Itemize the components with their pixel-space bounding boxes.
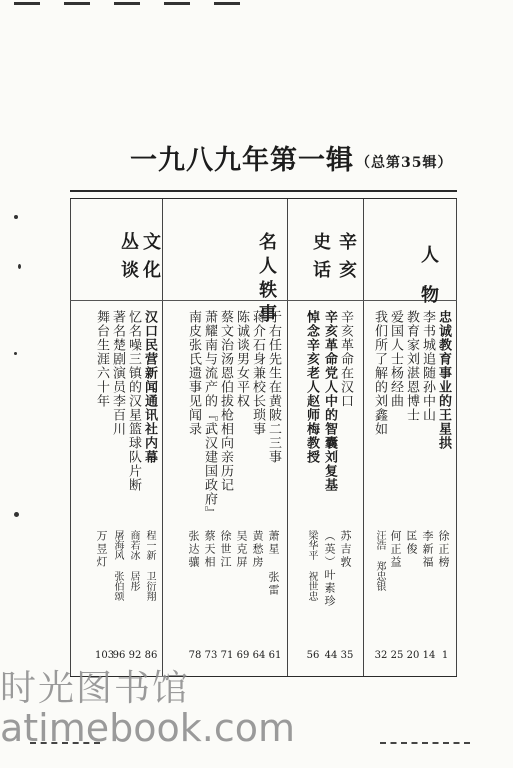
article-title: 著名楚剧演员李百川 [110,310,125,436]
page-number: 14 [422,650,436,661]
article-title: 我们所了解的刘鑫如 [372,310,387,436]
section-divider-2 [287,199,288,676]
article-title: 忆名噪三镇的汉星篮球队片断 [126,310,141,492]
article-author: 汪浩 郑忠银 [374,530,385,591]
page-number: 73 [204,650,218,661]
frame-left-border [70,199,71,676]
page-number: 86 [144,650,158,661]
article-title: 蒋介石身兼校长琐事 [250,310,265,436]
article-author: 徐世江 [219,530,232,569]
page-number: 1 [441,650,449,661]
section-header-s2: 史话 [310,232,331,288]
article-author: 李新福 [421,530,434,569]
page-number: 64 [252,650,266,661]
page-number: 96 [112,650,126,661]
page-number: 69 [236,650,250,661]
article-author: 张达骧 [187,530,200,569]
page-number: 44 [324,650,338,661]
section-header-s0: 丛谈 [118,232,139,288]
issue-subtitle: （总第35辑） [356,155,453,171]
article-author: 何正益 [389,530,402,569]
article-author: 吴克屏 [235,530,248,569]
article-author: 苏吉敦 [339,530,352,569]
section-divider-1 [162,199,163,676]
ink-spot [14,215,18,219]
section-header-s3: 人物 [418,245,439,325]
article-author: 黄愁房 [251,530,264,569]
watermark-url: atimebook.com [0,706,296,750]
section-divider-3 [363,199,364,676]
bottom-dash-right [380,742,470,744]
article-title: 李书城追随孙中山 [420,310,435,422]
article-title: 悼念辛亥老人赵师梅教授 [304,310,319,464]
page-number: 71 [220,650,234,661]
top-rule-thick [70,190,457,192]
article-title: 教育家刘湛恩博士 [404,310,419,422]
page-number: 78 [188,650,202,661]
article-title: 忠诚教育事业的王星拱 [436,310,451,450]
frame-right-border [456,199,457,676]
article-author: 蔡天相 [203,530,216,569]
article-author: 梁华平 祝世忠 [306,530,317,601]
issue-title [130,138,452,177]
page-number: 32 [374,650,388,661]
article-title: 舞台生涯六十年 [94,310,109,408]
page-number: 20 [406,650,420,661]
page-number: 92 [128,650,142,661]
page-number: 103 [95,650,115,661]
page-number: 61 [268,650,282,661]
article-author: 商若冰 居彤 [128,530,139,591]
article-title: 辛亥革命在汉口 [338,310,353,408]
article-title: 汉口民营新闻通讯社内幕 [142,310,157,464]
article-title: 南皮张氏遗事见闻录 [186,310,201,436]
bottom-dash-left [30,742,100,744]
top-rule-thin [70,198,457,199]
article-author: 万昱灯 [95,530,108,569]
article-author: 萧星 张雷 [267,530,280,597]
article-title: 蔡文治汤恩伯拔枪相向亲历记 [218,310,233,492]
ink-spot [14,352,17,355]
section-header-s0: 文化 [140,232,161,288]
article-author: （英）叶素珍 [323,530,336,608]
page-number: 35 [340,650,354,661]
page-number: 56 [306,650,320,661]
section-header-s1: 名人轶事 [256,232,277,328]
article-author: 屠海风 张伯颂 [112,530,123,601]
watermark-chinese: 时光图书馆 [0,668,191,709]
top-dash-marks [14,2,244,8]
article-author: 徐正榜 [437,530,450,569]
issue-title-text: 一九八九年第一辑 [130,145,354,176]
article-title: 萧耀南与流产的『武汉建国政府』 [202,310,217,520]
article-author: 匡俊 [405,530,418,556]
article-title: 爱国人士杨经曲 [388,310,403,408]
ink-spot [18,264,21,269]
page-number: 25 [390,650,404,661]
article-title: 辛亥革命党人中的智囊刘复基 [322,310,337,492]
article-title: 陈诚谈男女平权 [234,310,249,408]
ink-spot [14,512,19,517]
article-author: 程一新 卫衍翔 [144,530,155,601]
section-header-s2: 辛亥 [336,232,357,288]
article-title: 于右任先生在黄陂二三事 [266,310,281,464]
